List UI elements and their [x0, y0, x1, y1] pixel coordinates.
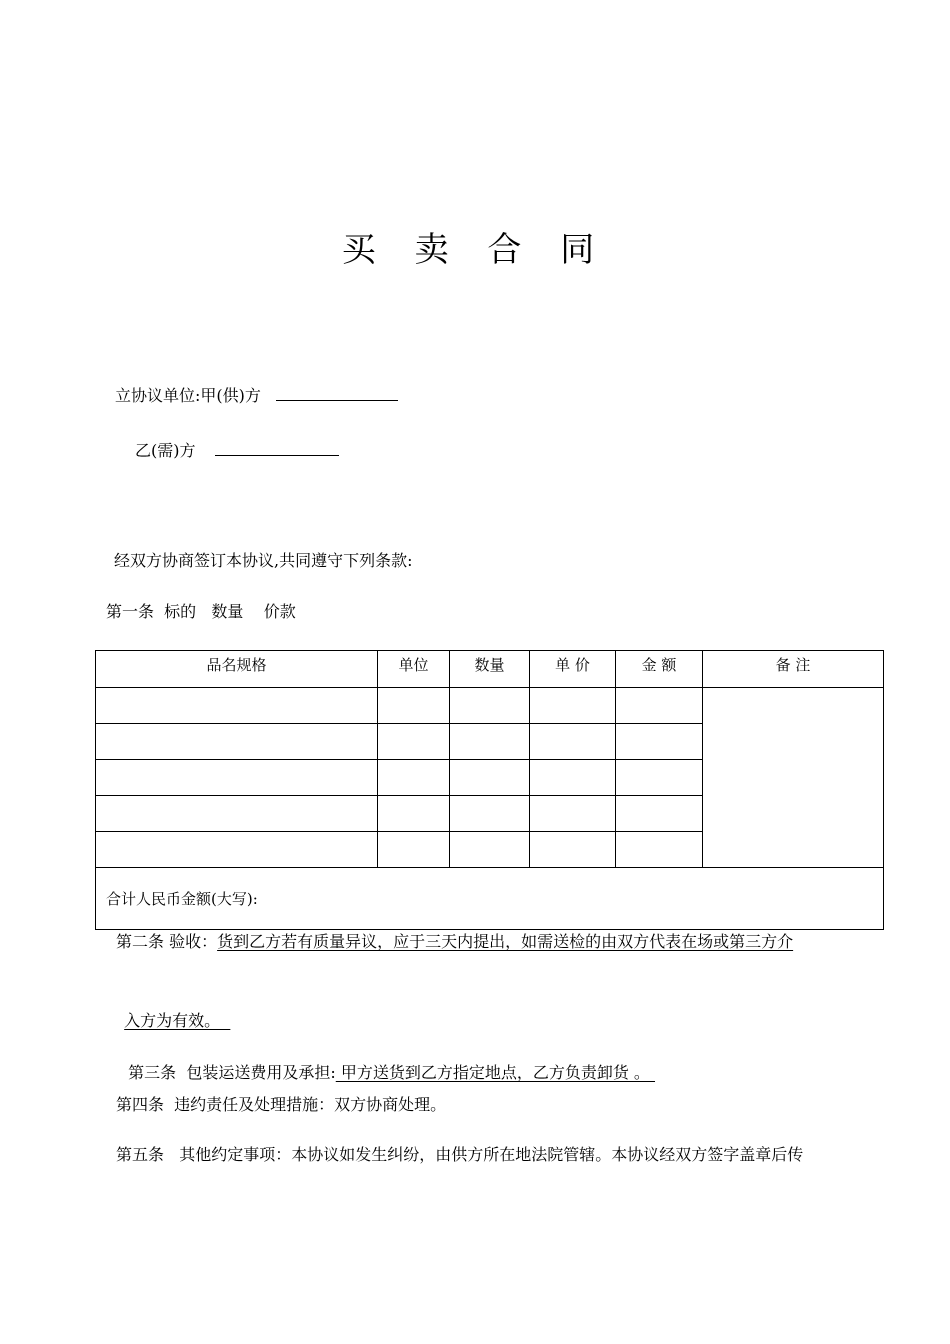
- cell-name-spec[interactable]: [96, 760, 378, 796]
- cell-name-spec[interactable]: [96, 688, 378, 724]
- party-b-line: [135, 441, 339, 461]
- document-title: 买 卖 合 同: [341, 230, 609, 270]
- intro-text: 经双方协商签订本协议,共同遵守下列条款:: [114, 551, 413, 570]
- header-name-spec: 品名规格: [96, 651, 378, 688]
- cell-amount[interactable]: [616, 724, 703, 760]
- article-3-label: 第三条 包装运送费用及承担:: [128, 1063, 336, 1082]
- cell-unit-price[interactable]: [530, 688, 616, 724]
- cell-amount[interactable]: [616, 760, 703, 796]
- cell-name-spec[interactable]: [96, 796, 378, 832]
- header-amount: 金 额: [616, 651, 703, 688]
- cell-quantity[interactable]: [450, 724, 530, 760]
- cell-unit-price[interactable]: [530, 724, 616, 760]
- header-unit: 单位: [378, 651, 450, 688]
- cell-remarks[interactable]: [703, 688, 884, 868]
- header-quantity: 数量: [450, 651, 530, 688]
- article-2-line-1: [116, 932, 793, 952]
- table-header-row: [96, 651, 884, 688]
- cell-unit[interactable]: [378, 724, 450, 760]
- table-total-row: [96, 868, 884, 930]
- cell-unit-price[interactable]: [530, 796, 616, 832]
- cell-name-spec[interactable]: [96, 724, 378, 760]
- cell-quantity[interactable]: [450, 796, 530, 832]
- article-3-line: [118, 1043, 655, 1083]
- table-row: [96, 688, 884, 724]
- cell-unit-price[interactable]: [530, 832, 616, 868]
- header-remarks: 备 注: [703, 651, 884, 688]
- article-1-heading: 第一条 标的 数量 价款: [106, 602, 296, 621]
- cell-unit[interactable]: [378, 832, 450, 868]
- cell-quantity[interactable]: [450, 832, 530, 868]
- goods-table: [95, 650, 884, 930]
- article-2-text-cont: 入方为有效。: [124, 1011, 231, 1030]
- cell-quantity[interactable]: [450, 688, 530, 724]
- party-a-blank[interactable]: [276, 386, 398, 401]
- cell-quantity[interactable]: [450, 760, 530, 796]
- cell-unit[interactable]: [378, 688, 450, 724]
- cell-name-spec[interactable]: [96, 832, 378, 868]
- party-a-label: 立协议单位:甲(供)方: [115, 386, 261, 405]
- cell-unit-price[interactable]: [530, 760, 616, 796]
- cell-unit[interactable]: [378, 760, 450, 796]
- article-5-line: 第五条 其他约定事项：本协议如发生纠纷，由供方所在地法院管辖。本协议经双方签字盖章后传: [116, 1145, 804, 1164]
- party-b-label: 乙(需)方: [135, 441, 196, 460]
- article-4-line: 第四条 违约责任及处理措施：双方协商处理。: [116, 1095, 447, 1114]
- article-3-text: 甲方送货到乙方指定地点，乙方负责卸货 。: [335, 1063, 656, 1082]
- cell-amount[interactable]: [616, 796, 703, 832]
- article-2-label: 第二条 验收：: [116, 932, 218, 951]
- party-a-line: [115, 386, 398, 406]
- article-2-line-2: [114, 991, 230, 1031]
- total-amount-label[interactable]: 合计人民币金额(大写):: [96, 868, 884, 930]
- cell-amount[interactable]: [616, 688, 703, 724]
- cell-amount[interactable]: [616, 832, 703, 868]
- header-unit-price: 单 价: [530, 651, 616, 688]
- article-2-text: 货到乙方若有质量异议，应于三天内提出，如需送检的由双方代表在场或第三方介: [217, 932, 794, 951]
- party-b-blank[interactable]: [215, 441, 339, 456]
- cell-unit[interactable]: [378, 796, 450, 832]
